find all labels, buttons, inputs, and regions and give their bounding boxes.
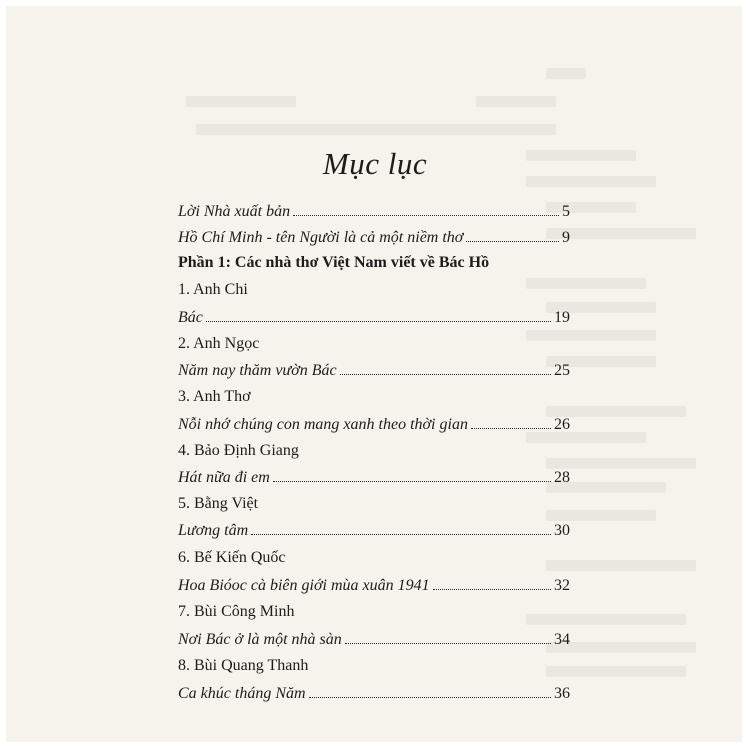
dot-leader: [466, 240, 559, 242]
toc-entry-poem[interactable]: [178, 415, 570, 435]
toc-author: 6. Bế Kiến Quốc: [178, 549, 286, 566]
toc-author: 8. Bùi Quang Thanh: [178, 657, 309, 674]
dot-leader: [309, 696, 551, 698]
toc-author: 2. Anh Ngọc: [178, 335, 260, 352]
toc-entry-page: 28: [554, 469, 570, 486]
toc-entry-poem[interactable]: [178, 521, 570, 541]
toc-entry-title: Năm nay thăm vườn Bác: [178, 362, 337, 379]
toc-entry-title: Lời Nhà xuất bản: [178, 203, 291, 220]
dot-leader: [345, 642, 551, 644]
toc-author: 3. Anh Thơ: [178, 388, 251, 405]
toc-entry-page: 32: [554, 577, 570, 594]
toc-entry-page: 9: [562, 229, 570, 246]
toc-author: 5. Bằng Việt: [178, 495, 259, 512]
toc-entry-title: Nơi Bác ở là một nhà sàn: [178, 631, 342, 648]
toc-entry-page: 36: [554, 685, 570, 702]
toc-author: 4. Bảo Định Giang: [178, 442, 299, 459]
toc-entry-page: 30: [554, 522, 570, 539]
toc-entry-page: 34: [554, 631, 570, 648]
part-heading: Phần 1: Các nhà thơ Việt Nam viết về Bác Hồ: [178, 254, 490, 271]
toc-entry-poem[interactable]: [178, 630, 570, 650]
toc-entry-title: Hoa Bióoc cà biên giới mùa xuân 1941: [178, 577, 430, 594]
toc-entry-title: Hát nữa đi em: [178, 469, 270, 486]
toc-entry-poem[interactable]: [178, 576, 570, 596]
toc-title: Mục lục: [322, 146, 428, 181]
dot-leader: [433, 588, 551, 590]
dot-leader: [273, 480, 551, 482]
dot-leader: [340, 373, 551, 375]
toc-entry-poem[interactable]: [178, 468, 570, 488]
toc-entry-title: Lương tâm: [178, 522, 249, 539]
dot-leader: [471, 427, 551, 429]
toc-entry-page: 26: [554, 416, 570, 433]
toc-entry-poem[interactable]: [178, 684, 570, 704]
toc-entry-poem[interactable]: [178, 361, 570, 381]
toc-entry-title: Bác: [178, 309, 203, 326]
toc-entry-front-2[interactable]: [178, 228, 570, 248]
dot-leader: [293, 214, 559, 216]
toc-entry-title: Nỗi nhớ chúng con mang xanh theo thời gian: [178, 416, 468, 433]
dot-leader: [251, 533, 551, 535]
toc-entry-page: 5: [562, 203, 570, 220]
toc-entry-title: Ca khúc tháng Năm: [178, 685, 306, 702]
toc-entry-page: 25: [554, 362, 570, 379]
toc-entry-page: 19: [554, 309, 570, 326]
toc-entry-poem[interactable]: [178, 308, 570, 328]
toc-entry-title: Hồ Chí Minh - tên Người là cả một niềm thơ: [178, 229, 464, 246]
toc-author: 1. Anh Chi: [178, 281, 248, 298]
dot-leader: [206, 320, 551, 322]
toc-entry-front-1[interactable]: [178, 202, 570, 222]
toc-author: 7. Bùi Công Minh: [178, 603, 295, 620]
